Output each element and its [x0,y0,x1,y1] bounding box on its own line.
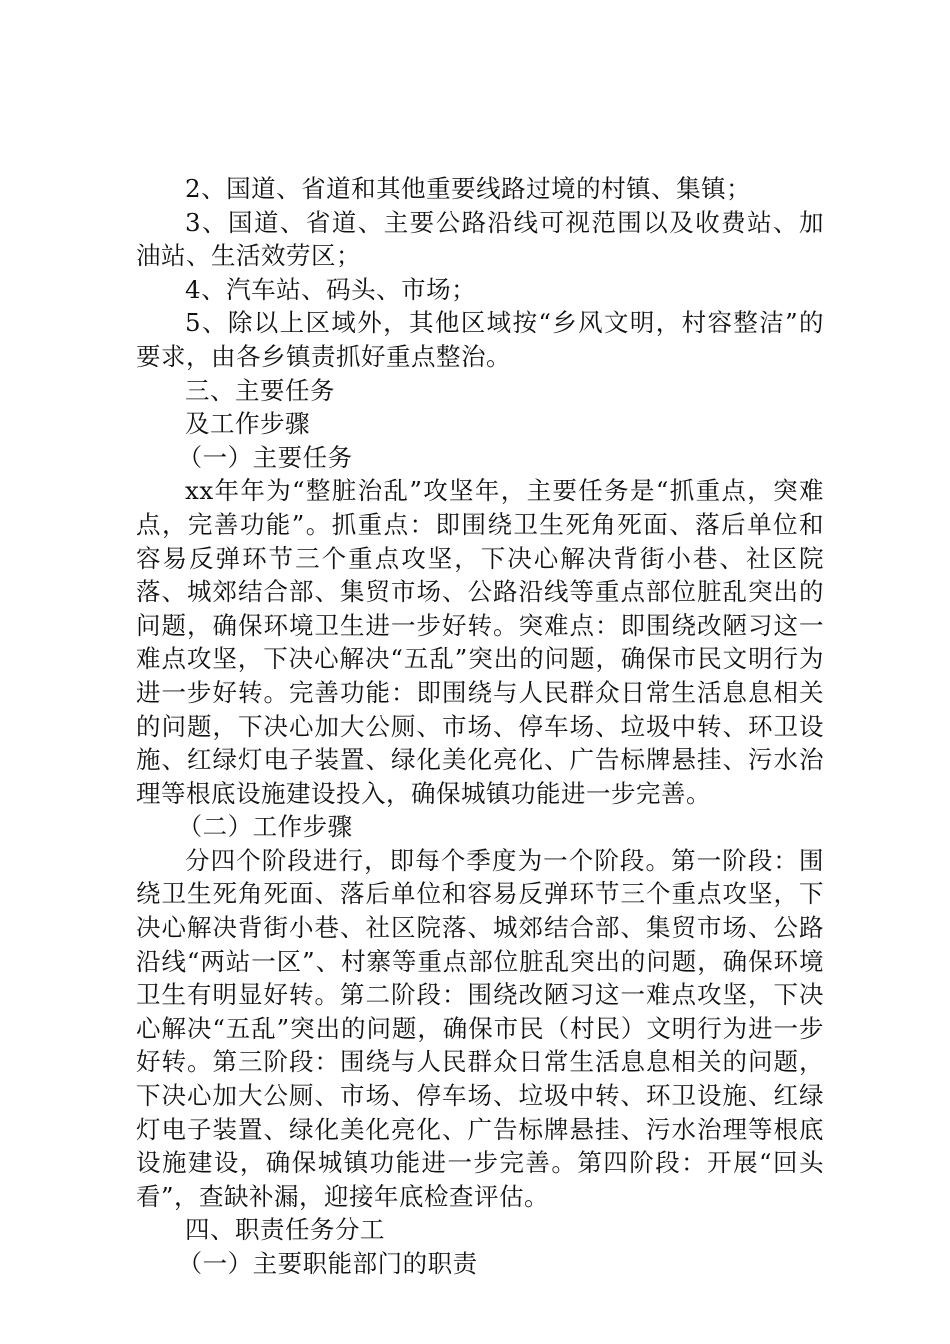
paragraph-area-3: 3、国道、省道、主要公路沿线可视范围以及收费站、加油站、生活效劳区； [136,207,824,271]
paragraph-area-4: 4、汽车站、码头、市场； [185,274,477,304]
section-heading-3: 三、主要任务 [185,375,335,405]
section-heading-3-continued: 及工作步骤 [185,409,310,439]
subsection-heading-main-tasks: （一）主要任务 [177,442,353,472]
subsection-heading-duties: （一）主要职能部门的职责 [177,1249,478,1278]
section-heading-4: 四、职责任务分工 [185,1215,385,1245]
subsection-heading-work-steps: （二）工作步骤 [177,812,353,842]
paragraph-area-2: 2、国道、省道和其他重要线路过境的村镇、集镇； [185,174,752,203]
paragraph-work-steps: 分四个阶段进行，即每个季度为一个阶段。第一阶段：围绕卫生死角死面、落后单位和容易反弹环节三个重点攻坚，下决心解决背街小巷、社区院落、城郊结合部、集贸市场、公路沿线“两站一区”、村寨等重点部位脏乱突出的问题，确保环境卫生有明显好转。第二阶段：围绕改陋习这一难点攻坚，下决心解决“五乱”突出的问题，确保市民（村民）文明行为进一步好转。第三阶段：围绕与人民群众日常生活息息相关的问题，下决心加大公厕、市场、停车场、垃圾中转、环卫设施、红绿灯电子装置、绿化美化亮化、广告标牌悬挂、污水治理等根底设施建设，确保城镇功能进一步完善。第四阶段：开展“回头看”，查缺补漏，迎接年底检查评估。 [136,845,824,1211]
paragraph-area-5: 5、除以上区域外，其他区域按“乡风文明，村容整洁”的要求，由各乡镇责抓好重点整治。 [136,308,824,371]
paragraph-main-tasks: xx年年为“整脏治乱”攻坚年，主要任务是“抓重点，突难点，完善功能”。抓重点：即围绕卫生死角死面、落后单位和容易反弹环节三个重点攻坚，下决心解决背街小巷、社区院落、城郊结合部、集贸市场、公路沿线等重点部位脏乱突出的问题，确保环境卫生进一步好转。突难点：即围绕改陋习这一难点攻坚，下决心解决“五乱”突出的问题，确保市民文明行为进一步好转。完善功能：即围绕与人民群众日常生活息息相关的问题，下决心加大公厕、市场、停车场、垃圾中转、环卫设施、红绿灯电子装置、绿化美化亮化、广告标牌悬挂、污水治理等根底设施建设投入，确保城镇功能进一步完善。 [136,476,824,808]
document-page [136,172,824,1281]
